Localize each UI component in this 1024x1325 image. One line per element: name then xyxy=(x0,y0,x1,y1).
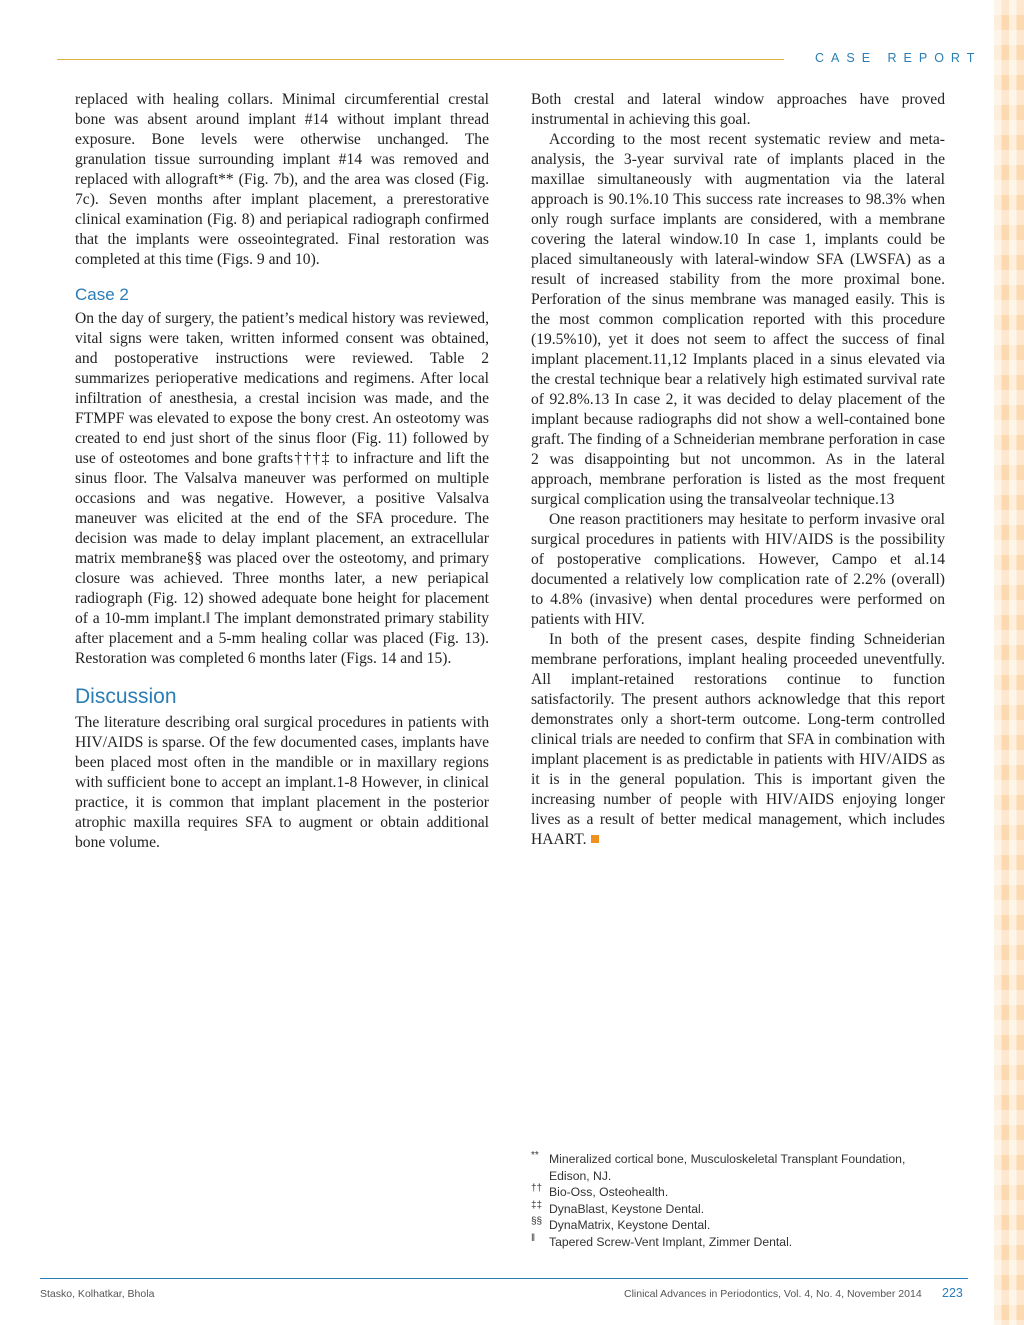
paragraph: One reason practitioners may hesitate to perform invasive oral surgical procedures in patients with HIV/AIDS is the possibility of postoperative complications. However, Campo et al.14 documented a relatively low complication rate of 2.2% (overall) to 4.8% (invasive) when dental procedures were performed on patients with HIV. xyxy=(531,511,945,628)
footnote-text: DynaMatrix, Keystone Dental. xyxy=(549,1218,711,1233)
case2-heading: Case 2 xyxy=(75,285,129,304)
footnote-text: DynaBlast, Keystone Dental. xyxy=(549,1201,705,1216)
footnote-mark: †† xyxy=(531,1183,543,1195)
footnote-mark: ‡‡ xyxy=(531,1199,543,1211)
paragraph-last xyxy=(531,630,945,850)
right-column xyxy=(531,90,945,850)
footer-journal: Clinical Advances in Periodontics, Vol. 4, No. 4, November 2014 xyxy=(624,1288,922,1300)
footnote xyxy=(531,1151,945,1184)
footnote xyxy=(531,1217,945,1234)
footnote-text: Mineralized cortical bone, Musculoskeletal Transplant Foundation, Edison, NJ. xyxy=(549,1152,906,1183)
section-label: CASE REPORT xyxy=(815,51,982,65)
decorative-edge-strip xyxy=(994,0,1024,1325)
paragraph: On the day of surgery, the patient’s medical history was reviewed, vital signs were taken, written informed consent was obtained, and postoperative instructions were reviewed. Table 2 summarizes perioperative medications and regimens. After local infiltration of anesthesia, a crestal incision was made, and the FTMPF was elevated to expose the bony crest. An osteotomy was created to end just short of the sinus floor (Fig. 11) followed by use of osteotomes and bone grafts†††‡ to infracture and lift the sinus floor. The Valsalva maneuver was performed on multiple occasions and was negative. However, a positive Valsalva maneuver was elicited at the end of the SFA procedure. The decision was made to delay implant placement, an extracellular matrix membrane§§ was placed over the osteotomy, and primary closure was achieved. Three months later, a new periapical radiograph (Fig. 12) showed adequate bone height for placement of a 10-mm implant.‖ The implant demonstrated primary stability after placement and a 5-mm healing collar was placed (Fig. 13). Restoration was completed 6 months later (Figs. 14 and 15). xyxy=(75,310,489,667)
end-of-article-mark xyxy=(591,835,599,843)
footnote-mark: §§ xyxy=(531,1216,543,1228)
left-column xyxy=(75,90,489,853)
paragraph: Both crestal and lateral window approaches have proved instrumental in achieving this goal. xyxy=(531,91,945,128)
paragraph: According to the most recent systematic review and meta-analysis, the 3-year survival rate of implants placed in the maxillae simultaneously with augmentation via the lateral approach is 90.1%.10 This success rate increases to 98.3% when only rough surface implants are considered, with a membrane covering the lateral window.10 In case 1, implants could be placed simultaneously with lateral-window SFA (LWSFA) as a result of increased stability from the more proximal bone. Perforation of the sinus membrane was managed easily. This is the most common complication reported with this procedure (19.5%10), yet it does not seem to affect the success of final implant placement.11,12 Implants placed in a sinus elevated via the crestal technique bear a relatively high estimated survival rate of 92.8%.13 In case 2, it was decided to delay placement of the implant because radiographs did not show a well-contained bone graft. The finding of a Schneiderian membrane perforation in case 2 was disappointing but not uncommon. As in the lateral approach, membrane perforation is listed as the most frequent surgical complication using the transalveolar technique.13 xyxy=(531,131,945,508)
header-rule xyxy=(57,59,784,60)
footnote-text: Tapered Screw-Vent Implant, Zimmer Dental. xyxy=(549,1234,793,1249)
footnote xyxy=(531,1184,945,1201)
footer-rule xyxy=(40,1278,968,1279)
footnote xyxy=(531,1201,945,1218)
footnote-mark: ‖ xyxy=(531,1232,536,1244)
footnotes xyxy=(531,1151,945,1251)
paragraph: The literature describing oral surgical procedures in patients with HIV/AIDS is sparse. Of the few documented cases, implants have been placed most often in the mandible or in maxillary regions with sufficient bone to accept an implant.1-8 However, in clinical practice, it is common that implant placement in the posterior atrophic maxilla requires SFA to augment or obtain additional bone volume. xyxy=(75,714,489,851)
discussion-heading: Discussion xyxy=(75,685,177,708)
page-number: 223 xyxy=(942,1286,963,1300)
footer-authors: Stasko, Kolhatkar, Bhola xyxy=(40,1288,155,1300)
paragraph: replaced with healing collars. Minimal circumferential crestal bone was absent around implant #14 without implant thread exposure. Bone levels were otherwise unchanged. The granulation tissue surrounding implant #14 was removed and replaced with allograft** (Fig. 7b), and the area was closed (Fig. 7c). Seven months after implant placement, a prerestorative clinical examination (Fig. 8) and periapical radiograph confirmed that the implants were osseointegrated. Final restoration was completed at this time (Figs. 9 and 10). xyxy=(75,91,489,268)
footnote xyxy=(531,1234,945,1251)
paragraph-text: In both of the present cases, despite finding Schneiderian membrane perforations, implant healing proceeded uneventfully. All implant-retained restorations continue to function satisfactorily. The present authors acknowledge that this report demonstrates only a short-term outcome. Long-term controlled clinical trials are needed to confirm that SFA in combination with implant placement is as predictable in patients with HIV/AIDS as it is in the general population. This is important given the increasing number of people with HIV/AIDS enjoying longer lives as a result of better medical management, which includes HAART. xyxy=(531,631,945,848)
footnote-text: Bio-Oss, Osteohealth. xyxy=(549,1185,669,1200)
footnote-mark: ** xyxy=(531,1150,539,1161)
